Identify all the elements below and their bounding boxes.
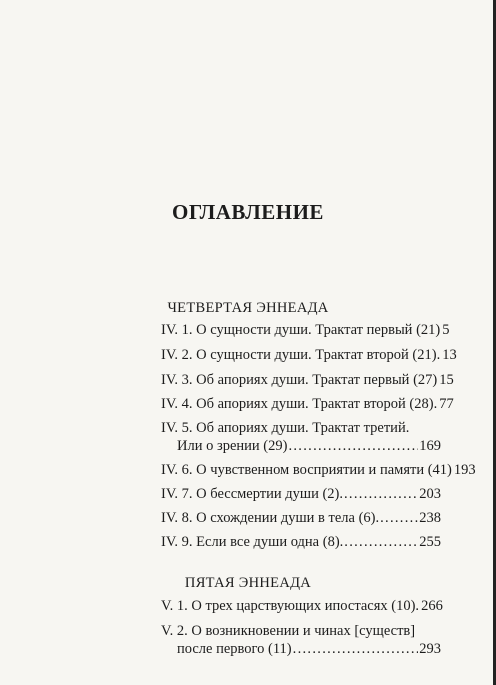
toc-entry[interactable]	[161, 533, 441, 551]
section-heading: ПЯТАЯ ЭННЕАДА	[184, 575, 312, 591]
toc-entry-label: IV. 7. О бессмертии души (2).	[161, 486, 343, 502]
toc-entry-label: IV. 5. Об апориях души. Трактат третий.	[161, 420, 410, 436]
toc-entry[interactable]	[161, 346, 457, 364]
toc-entry-label: IV. 6. О чувственном восприятии и памяти (41)	[161, 462, 452, 478]
leader-dots	[344, 533, 418, 551]
toc-entry-page: 13	[442, 347, 457, 363]
section-heading: ЧЕТВЕРТАЯ ЭННЕАДА	[167, 300, 329, 316]
toc-entry-page: 77	[439, 396, 454, 412]
toc-entry-label: V. 1. О трех царствующих ипостасях (10).	[161, 598, 420, 614]
toc-entry-label: IV. 2. О сущности души. Трактат второй (21).	[161, 347, 441, 363]
toc-entry[interactable]	[161, 597, 441, 615]
toc-entry-page: 193	[453, 462, 476, 478]
leader-dots	[380, 509, 418, 527]
toc-entry[interactable]	[161, 371, 454, 389]
toc-entry-page: 15	[439, 372, 454, 388]
toc-entry-continuation: Или о зрении (29)	[177, 438, 288, 454]
toc-entry-label: V. 2. О возникновении и чинах [существ]	[161, 623, 416, 639]
toc-entry[interactable]	[161, 461, 476, 479]
toc-entry-label: IV. 9. Если все души одна (8).	[161, 534, 344, 550]
toc-entry-page: 238	[419, 510, 441, 526]
toc-entry-page: 169	[419, 438, 441, 454]
toc-entry[interactable]	[161, 485, 441, 503]
toc-entry-page: 255	[419, 534, 441, 550]
toc-entry[interactable]	[161, 321, 450, 339]
toc-entry-label: IV. 4. Об апориях души. Трактат второй (28).	[161, 396, 438, 412]
leader-dots	[344, 485, 418, 503]
toc-entry[interactable]	[161, 395, 454, 413]
toc-entry-label: IV. 8. О схождении души в тела (6).	[161, 510, 380, 526]
toc-entry[interactable]	[161, 622, 441, 658]
toc-entry-page: 203	[419, 486, 441, 502]
toc-entry-page: 5	[442, 322, 450, 338]
toc-entry-label: IV. 1. О сущности души. Трактат первый (21)	[161, 322, 441, 338]
toc-entry-page: 266	[421, 598, 443, 614]
toc-entry-continuation: после первого (11)	[177, 641, 292, 657]
leader-dots	[293, 640, 419, 658]
leader-dots	[288, 437, 418, 455]
page-title: ОГЛАВЛЕНИЕ	[172, 200, 324, 224]
toc-entry[interactable]	[161, 509, 441, 527]
toc-entry-label: IV. 3. Об апориях души. Трактат первый (27)	[161, 372, 438, 388]
toc-entry-page: 293	[419, 641, 441, 657]
toc-entry[interactable]	[161, 419, 441, 455]
